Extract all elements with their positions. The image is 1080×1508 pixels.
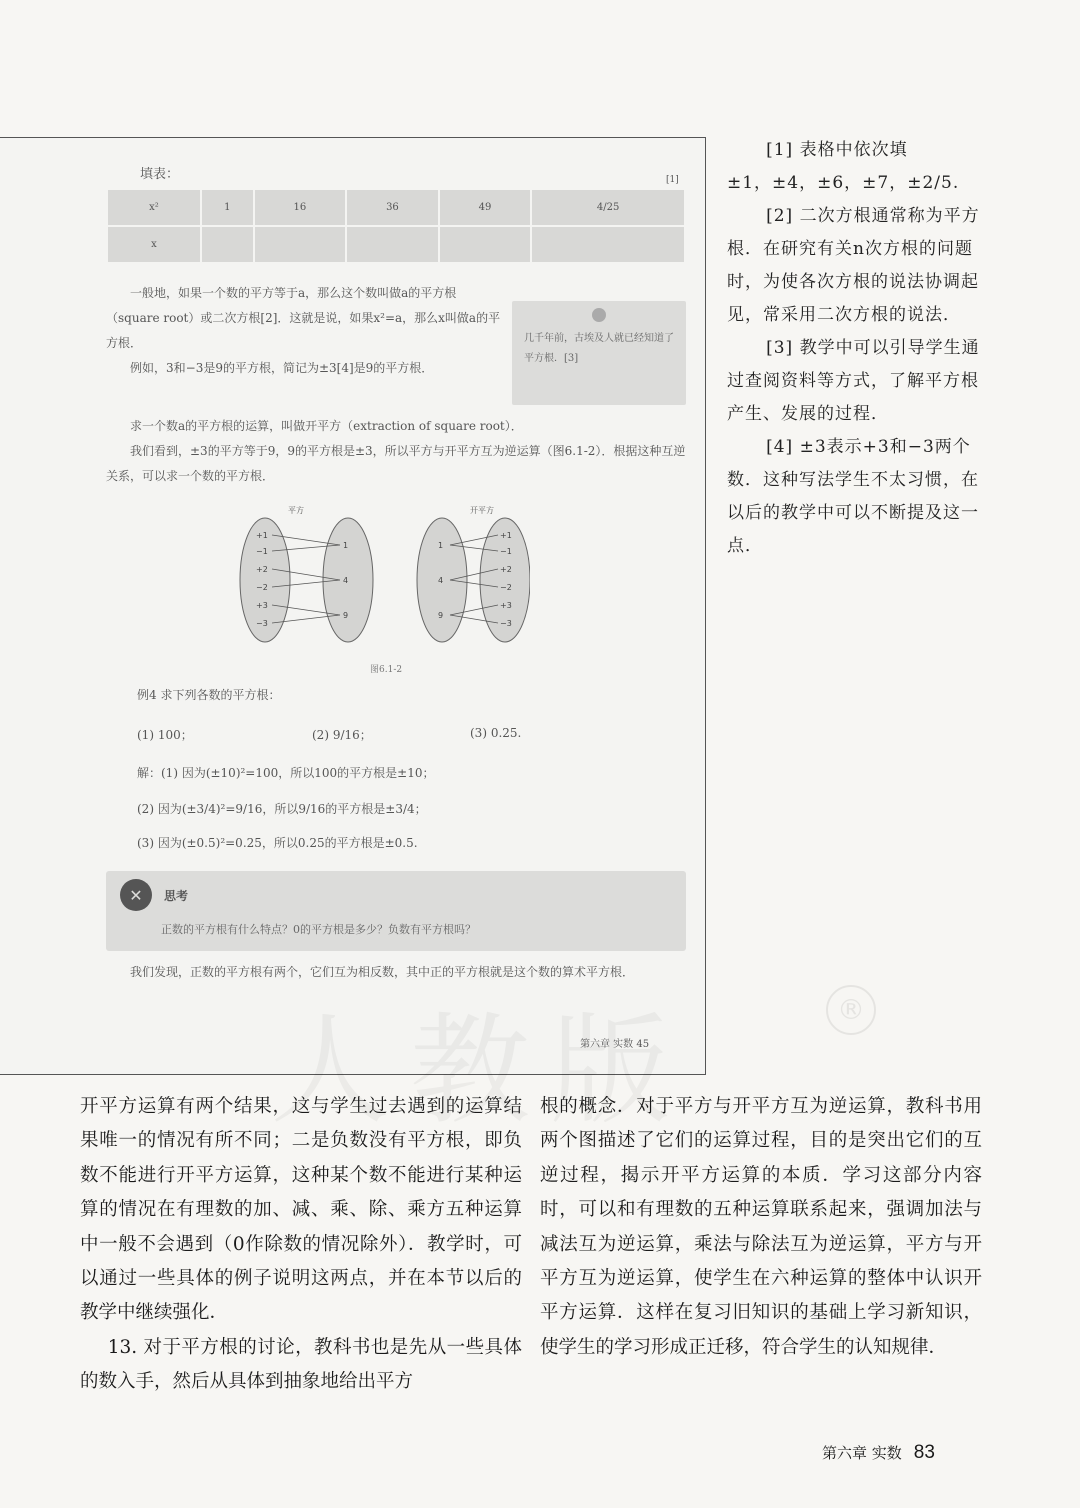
- side-note-box: [512, 301, 686, 405]
- page-number: 83: [913, 1442, 935, 1463]
- table-row: [107, 226, 685, 263]
- annotation-note: [2] 二次方根通常称为平方根．在研究有关n次方根的问题时，为使各次方根的说法协调起见，常采用二次方根的说法．: [727, 206, 980, 325]
- think-title: 思考: [164, 889, 189, 903]
- embedded-textbook-page: [0, 137, 706, 1075]
- table-cell: 1: [201, 189, 254, 226]
- inverse-paragraph: 我们看到，±3的平方等于9，9的平方根是±3，所以平方与开平方互为逆运算（图6.1-2）．根据这种互逆关系，可以求一个数的平方根．: [106, 444, 686, 483]
- figure-caption: 图6.1-2: [370, 665, 403, 675]
- left-result-value: 1: [343, 541, 349, 550]
- fill-table-label: 填表：: [140, 167, 180, 182]
- example-item: (2) 9/16；: [312, 728, 372, 742]
- solution-line: (3) 因为(±0.5)²=0.25，所以0.25的平方根是±0.5.: [137, 836, 418, 850]
- table-cell: 36: [346, 189, 439, 226]
- example-title: 例4 求下列各数的平方根：: [137, 688, 281, 702]
- table-row: [107, 189, 685, 226]
- table-cell: x: [107, 226, 201, 263]
- solution-line: 解：(1) 因为(±10)²=100，所以100的平方根是±10；: [137, 766, 435, 780]
- body-paragraph: 13. 对于平方根的讨论，教科书也是先从一些具体的数入手，然后从具体到抽象地给出平方: [80, 1336, 522, 1393]
- diagram-left-title: 平方: [288, 506, 304, 515]
- left-set-value: +1: [256, 531, 268, 540]
- note-marker-1: [1]: [666, 175, 679, 185]
- side-note-text: 几千年前，古埃及人就已经知道了平方根．[3]: [524, 333, 674, 364]
- left-set-value: +2: [256, 565, 268, 574]
- example-item: (3) 0.25.: [470, 726, 522, 740]
- right-set-value: 9: [438, 611, 444, 620]
- left-set-value: −3: [256, 619, 268, 628]
- table-cell: 49: [439, 189, 532, 226]
- left-result-value: 4: [343, 576, 349, 585]
- chapter-label: 第六章 实数: [822, 1444, 902, 1462]
- left-set-value: −1: [256, 547, 268, 556]
- annotation-note: [1] 表格中依次填±1，±4，±6，±7，±2/5.: [727, 140, 960, 193]
- table-cell: [201, 226, 254, 263]
- example-paragraph: 例如，3和−3是9的平方根，简记为±3[4]是9的平方根．: [130, 361, 434, 375]
- embedded-page-footer: 第六章 实数 45: [580, 1039, 650, 1050]
- table-cell: [439, 226, 532, 263]
- table-cell: 16: [254, 189, 347, 226]
- definition-paragraph: 一般地，如果一个数的平方等于a，那么这个数叫做a的平方根（square root）或二次方根[2]．这就是说，如果x²=a，那么x叫做a的平方根．: [106, 286, 501, 350]
- right-result-value: −1: [500, 547, 512, 556]
- solution-line: (2) 因为(±3/4)²=9/16，所以9/16的平方根是±3/4；: [137, 802, 427, 816]
- body-paragraph: 根的概念．对于平方与开平方互为逆运算，教科书用两个图描述了它们的运算过程，目的是突出它们的互逆过程，揭示开平方运算的本质．学习这部分内容时，可以和有理数的五种运算联系起来，强调加法与减法互为逆运算，乘法与除法互为逆运算，平方与开平方互为逆运算，使学生在六种运算的整体中认识开平方运算．这样在复习旧知识的基础上学习新知识，使学生的学习形成正迁移，符合学生的认知规律．: [540, 1096, 982, 1358]
- right-set-value: 1: [438, 541, 444, 550]
- think-box: [106, 871, 686, 951]
- right-result-value: +1: [500, 531, 512, 540]
- left-result-value: 9: [343, 611, 349, 620]
- body-column-left: [80, 1090, 522, 1400]
- registered-mark-icon: ®: [826, 985, 876, 1035]
- pin-icon: [592, 308, 606, 322]
- table-cell: [531, 226, 685, 263]
- square-mapping-diagram: [230, 503, 530, 653]
- right-result-value: −3: [500, 619, 512, 628]
- diagram-right-title: 开平方: [470, 506, 494, 515]
- right-result-value: +2: [500, 565, 512, 574]
- table-cell: [346, 226, 439, 263]
- think-question: 正数的平方根有什么特点？0的平方根是多少？负数有平方根吗？: [161, 923, 476, 936]
- right-result-value: +3: [500, 601, 512, 610]
- right-result-value: −2: [500, 583, 512, 592]
- conclusion-paragraph: 我们发现，正数的平方根有两个，它们互为相反数，其中正的平方根就是这个数的算术平方根．: [130, 965, 635, 979]
- table-cell: 4/25: [531, 189, 685, 226]
- example-item: (1) 100；: [137, 728, 193, 742]
- annotation-note: [3] 教学中可以引导学生通过查阅资料等方式，了解平方根产生、发展的过程．: [727, 338, 980, 424]
- left-set-value: +3: [256, 601, 268, 610]
- annotation-column: [727, 134, 989, 563]
- table-cell: [254, 226, 347, 263]
- body-paragraph: 开平方运算有两个结果，这与学生过去遇到的运算结果唯一的情况有所不同；二是负数没有平方根，即负数不能进行开平方运算，这种某个数不能进行某种运算的情况在有理数的加、减、乘、除、乘方五种运算中一般不会遇到（0作除数的情况除外）．教学时，可以通过一些具体的例子说明这两点，并在本节以后的教学中继续强化．: [80, 1096, 522, 1324]
- annotation-note: [4] ±3表示+3和−3两个数．这种写法学生不太习惯，在以后的教学中可以不断提及这一点．: [727, 437, 979, 556]
- think-icon: ✕: [120, 879, 152, 911]
- right-set-value: 4: [438, 576, 444, 585]
- left-set-value: −2: [256, 583, 268, 592]
- extraction-paragraph: 求一个数a的平方根的运算，叫做开平方（extraction of square root）．: [130, 419, 523, 433]
- square-table: [106, 188, 686, 264]
- page-footer: [822, 1442, 935, 1464]
- table-cell: x²: [107, 189, 201, 226]
- body-column-right: [540, 1090, 982, 1365]
